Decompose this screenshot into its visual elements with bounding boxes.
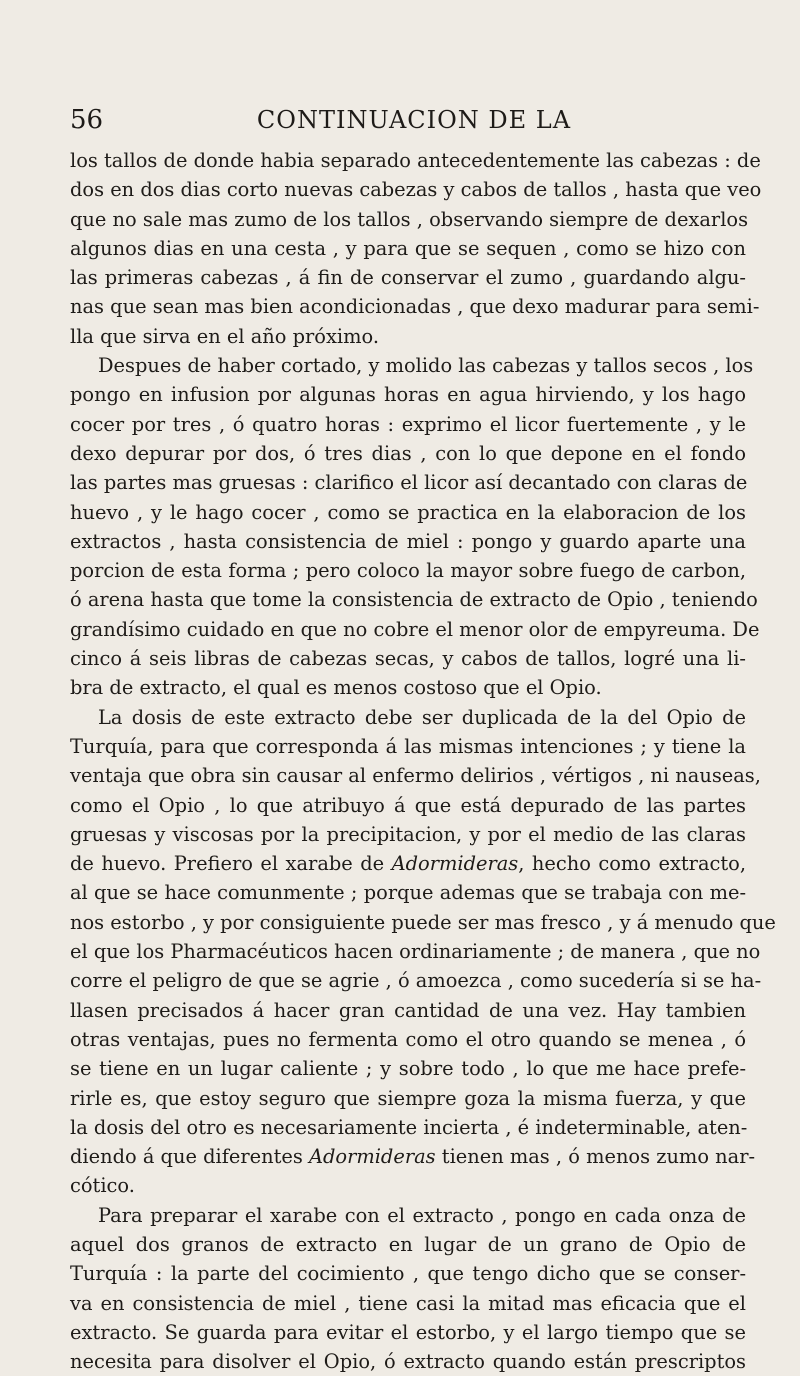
text-line: aquel dos granos de extracto en lugar de un grano de Opio de xyxy=(70,1232,746,1256)
running-head: CONTINUACION DE LA xyxy=(256,106,572,134)
page-number: 56 xyxy=(70,105,104,135)
text-line: corre el peligro de que se agrie , ó amoezca , como sucedería si se ha- xyxy=(70,969,762,993)
text-line: pongo en infusion por algunas horas en agua hirviendo, y los hago xyxy=(70,383,746,407)
text-line: ventaja que obra sin causar al enfermo delirios , vértigos , ni nauseas, xyxy=(70,764,761,788)
text-line: como el Opio , lo que atribuyo á que está depurado de las partes xyxy=(70,793,746,817)
text-line: otras ventajas, pues no fermenta como el otro quando se menea , ó xyxy=(70,1027,746,1051)
text-line: las partes mas gruesas : clarifico el licor así decantado con claras de xyxy=(70,471,748,495)
text-line: dos en dos dias corto nuevas cabezas y cabos de tallos , hasta que veo xyxy=(70,178,762,202)
text-line: el que los Pharmacéuticos hacen ordinariamente ; de manera , que no xyxy=(70,940,761,964)
text-line: nos estorbo , y por consiguiente puede ser mas fresco , y á menudo que xyxy=(70,910,776,934)
text-line: extracto. Se guarda para evitar el estorbo, y el largo tiempo que se xyxy=(70,1320,746,1344)
body-text xyxy=(70,146,776,1376)
text-line: dexo depurar por dos, ó tres dias , con lo que depone en el fondo xyxy=(70,441,746,465)
line-text-post: , hecho como extracto, xyxy=(518,852,746,876)
paragraph-first-line: La dosis de este extracto debe ser duplicada de la del Opio de xyxy=(98,705,746,729)
text-line: porcion de esta forma ; pero coloco la mayor sobre fuego de carbon, xyxy=(70,559,746,583)
text-line: se tiene en un lugar caliente ; y sobre todo , lo que me hace prefe- xyxy=(70,1057,746,1081)
paragraph-first-line: Despues de haber cortado, y molido las cabezas y tallos secos , los xyxy=(98,354,754,378)
text-line-with-italic xyxy=(70,1142,756,1171)
text-line: cocer por tres , ó quatro horas : exprimo el licor fuertemente , y le xyxy=(70,412,746,436)
line-text-post: tienen mas , ó menos zumo nar- xyxy=(435,1145,756,1169)
text-line-with-italic xyxy=(70,849,746,878)
text-line: Turquía, para que corresponda á las mismas intenciones ; y tiene la xyxy=(70,734,746,758)
text-line: cótico. xyxy=(70,1174,135,1198)
text-line: Turquía : la parte del cocimiento , que tengo dicho que se conser- xyxy=(70,1262,746,1286)
text-line: que no sale mas zumo de los tallos , observando siempre de dexarlos xyxy=(70,207,749,231)
text-line: ó arena hasta que tome la consistencia de extracto de Opio , teniendo xyxy=(70,588,758,612)
text-line: nas que sean mas bien acondicionadas , que dexo madurar para semi- xyxy=(70,295,760,319)
italic-term: Adormideras xyxy=(308,1145,436,1169)
text-line: va en consistencia de miel , tiene casi la mitad mas eficacia que el xyxy=(70,1291,746,1315)
text-line: lla que sirva en el año próximo. xyxy=(70,324,380,348)
text-line: grandísimo cuidado en que no cobre el menor olor de empyreuma. De xyxy=(70,617,760,641)
text-line: bra de extracto, el qual es menos costoso que el Opio. xyxy=(70,676,602,700)
text-line: al que se hace comunmente ; porque ademas que se trabaja con me- xyxy=(70,881,746,905)
paragraph-first-line: Para preparar el xarabe con el extracto , pongo en cada onza de xyxy=(98,1203,746,1227)
text-line: la dosis del otro es necesariamente incierta , é indeterminable, aten- xyxy=(70,1115,748,1139)
text-line: huevo , y le hago cocer , como se practica en la elaboracion de los xyxy=(70,500,746,524)
italic-term: Adormideras xyxy=(391,852,519,876)
text-line: rirle es, que estoy seguro que siempre goza la misma fuerza, y que xyxy=(70,1086,746,1110)
text-line: extractos , hasta consistencia de miel : pongo y guardo aparte una xyxy=(70,529,746,553)
page-header xyxy=(70,100,738,140)
text-line: los tallos de donde habia separado antecedentemente las cabezas : de xyxy=(70,149,761,172)
text-line: las primeras cabezas , á fin de conservar el zumo , guardando algu- xyxy=(70,266,746,290)
line-text-pre: diendo á que diferentes xyxy=(70,1145,309,1169)
text-line: cinco á seis libras de cabezas secas, y cabos de tallos, logré una li- xyxy=(70,647,746,671)
text-line: algunos dias en una cesta , y para que se sequen , como se hizo con xyxy=(70,236,746,260)
text-line: llasen precisados á hacer gran cantidad de una vez. Hay tambien xyxy=(70,998,746,1022)
text-line: necesita para disolver el Opio, ó extracto quando están prescriptos xyxy=(70,1350,746,1374)
line-text-pre: de huevo. Prefiero el xarabe de xyxy=(70,852,392,876)
text-line: gruesas y viscosas por la precipitacion, y por el medio de las claras xyxy=(70,822,746,846)
